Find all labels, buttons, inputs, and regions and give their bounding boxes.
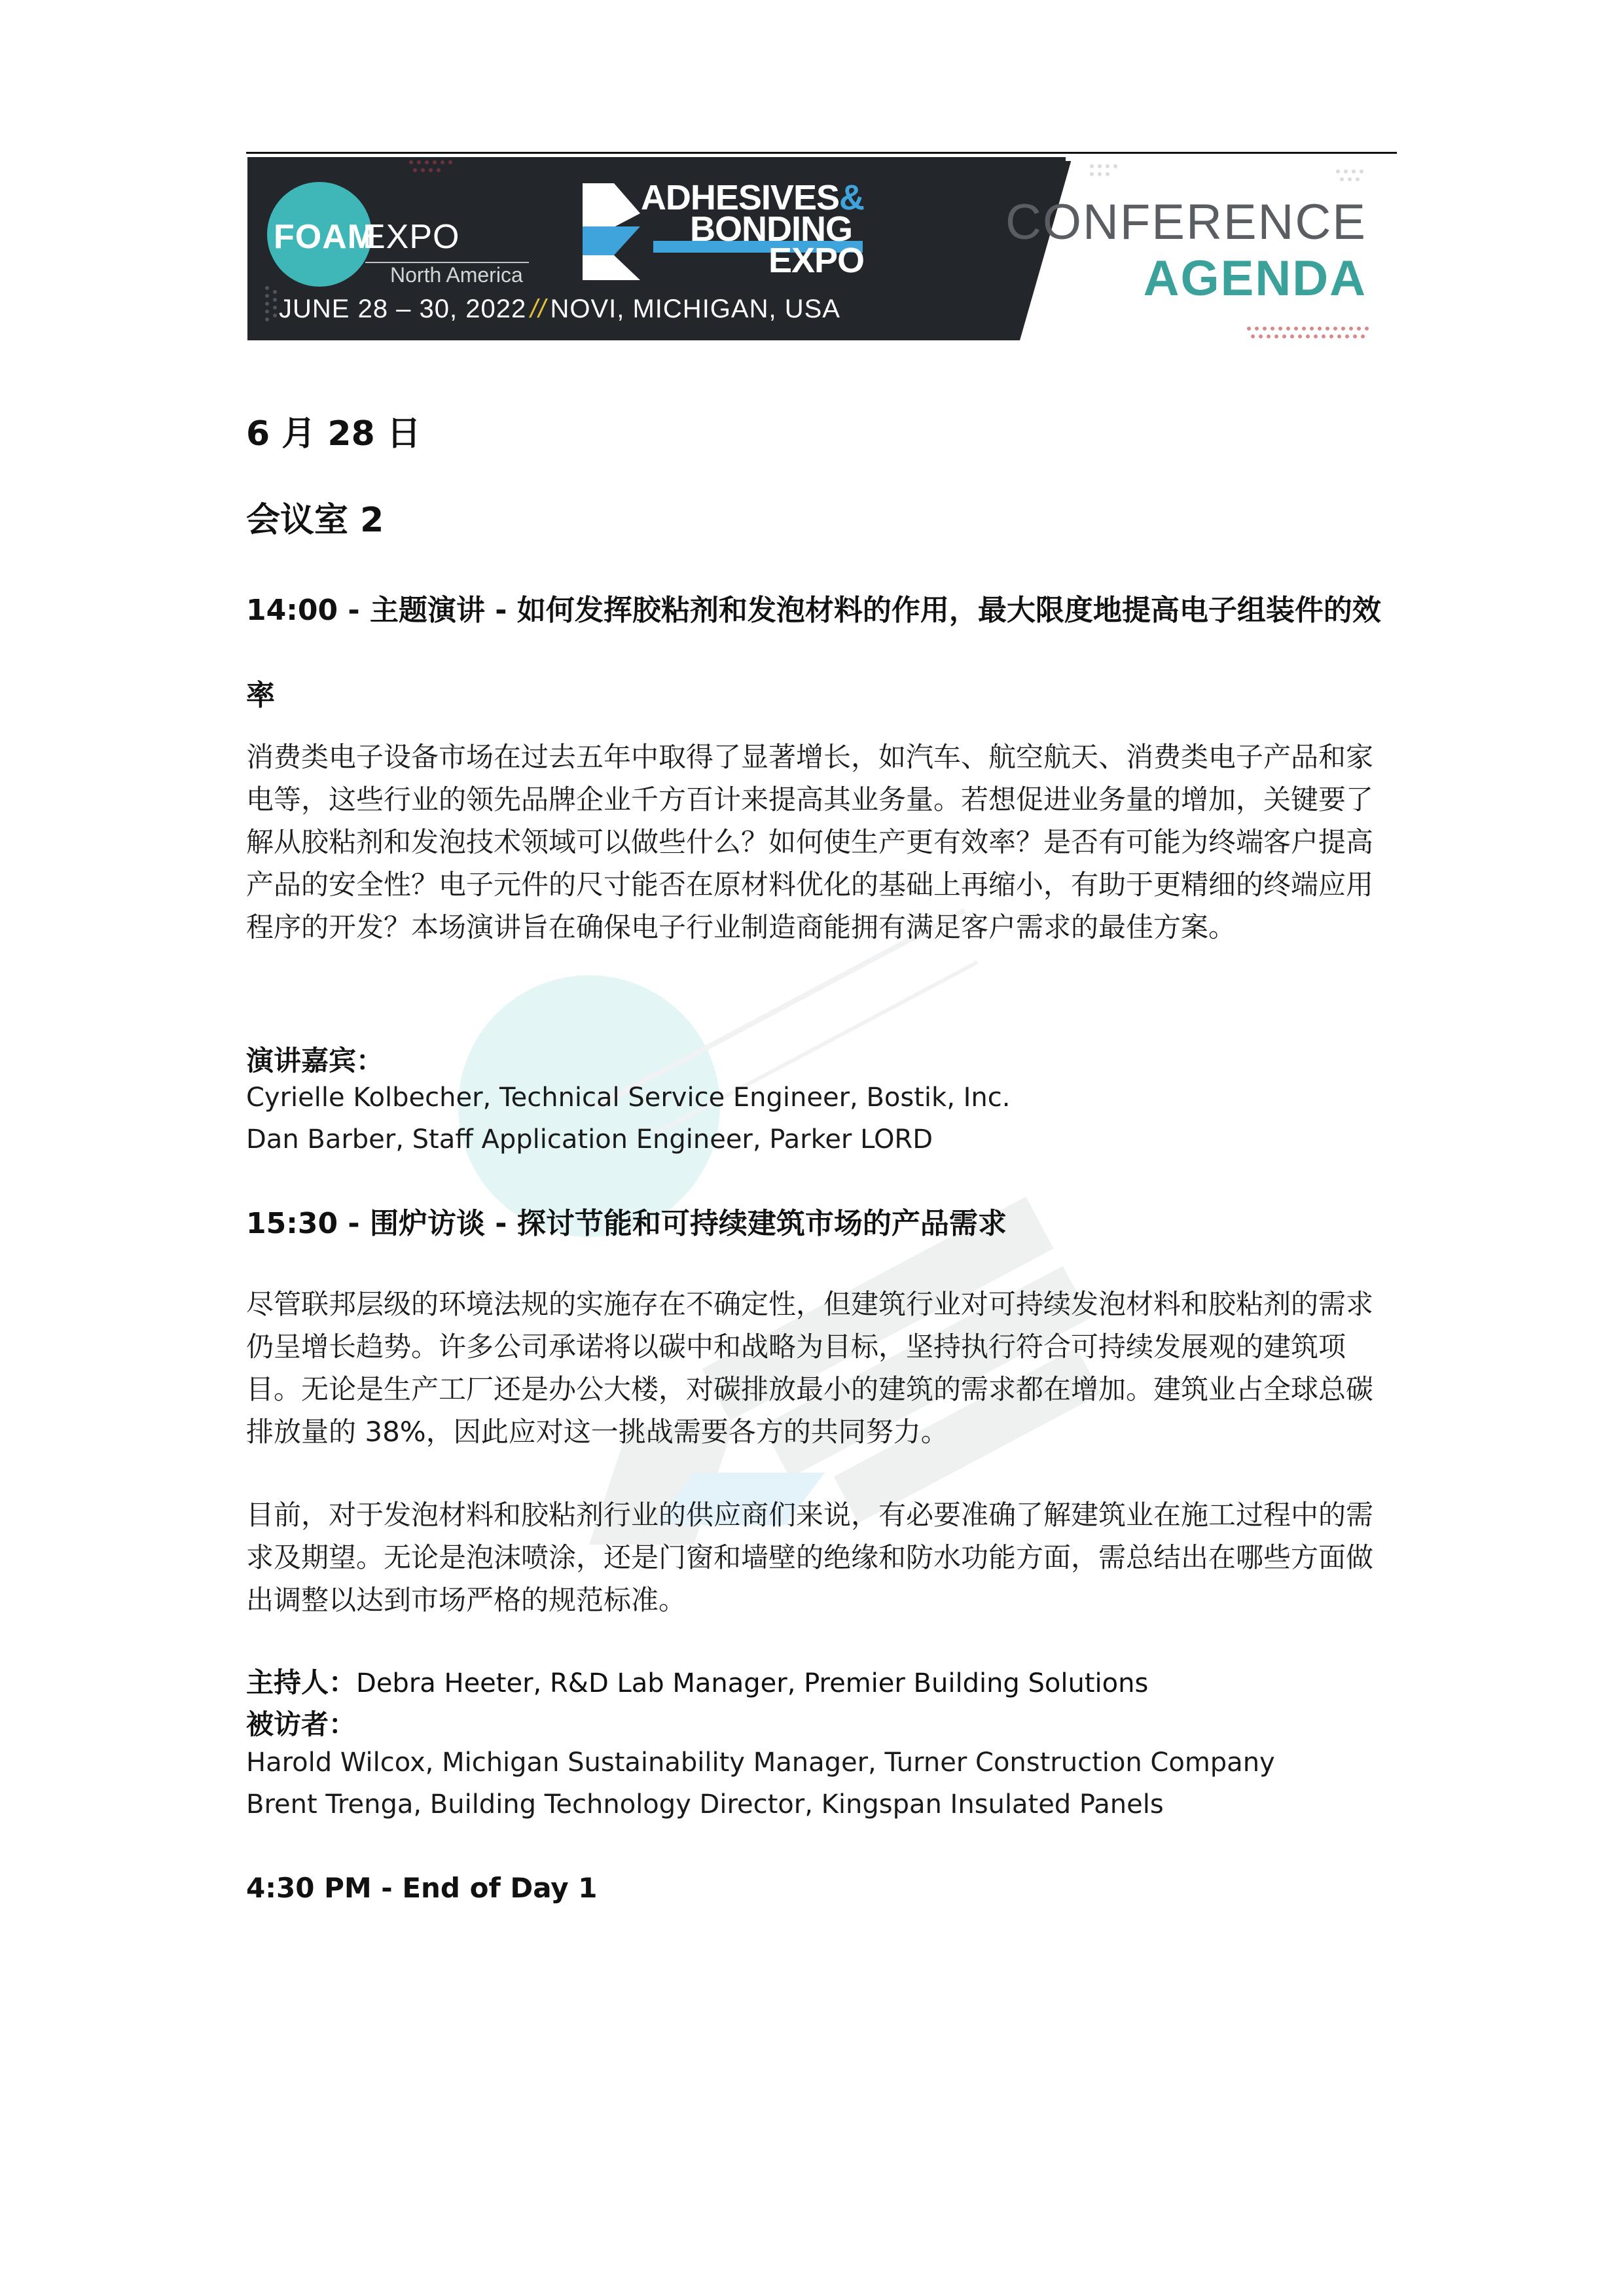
session1-body: 消费类电子设备市场在过去五年中取得了显著增长，如汽车、航空航天、消费类电子产品和家电等，这些行业的领先品牌企业千方百计来提高其业务量。若想促进业务量的增加，关键要了解从胶粘剂和发泡技术领域可以做些什么？如何使生产更有效率？是否有可能为终端客户提高产品的安全性？电子元件的尺寸能否在原材料优化的基础上再缩小，有助于更精细的终端应用程序的开发？本场演讲旨在确保电子行业制造商能拥有满足客户需求的最佳方案。: [246, 741, 1374, 943]
host-label: 主持人：: [246, 1666, 357, 1698]
ab-line1: ADHESIVES: [640, 178, 839, 217]
foam-expo-logo: [267, 171, 542, 287]
session2-body-2: 目前，对于发泡材料和胶粘剂行业的供应商们来说，有必要准确了解建筑业在施工过程中的需求及期望。无论是泡沫喷涂，还是门窗和墙壁的绝缘和防水功能方面，需总结出在哪些方面做出调整以达到市场严格的规范标准。: [246, 1499, 1374, 1616]
host-line: [246, 1661, 1148, 1700]
ab-ampersand: &: [839, 178, 864, 217]
agenda-word: AGENDA: [1143, 251, 1367, 306]
event-dates: JUNE 28 – 30, 2022: [279, 295, 527, 323]
conference-banner: [247, 157, 1396, 340]
session2-title: 15:30 - 围炉访谈 - 探讨节能和可持续建筑市场的产品需求: [246, 1207, 1007, 1240]
speakers-label: 演讲嘉宾：: [246, 1045, 384, 1077]
agenda-date: 6 月 28 日: [246, 414, 421, 454]
session1-title: 14:00 - 主题演讲 - 如何发挥胶粘剂和发泡材料的作用，最大限度地提高电子组装件的效率: [246, 594, 1381, 712]
speaker-2: Dan Barber, Staff Application Engineer, Parker LORD: [246, 1124, 933, 1155]
event-date-location: [279, 295, 840, 324]
ab-line3: EXPO: [768, 241, 864, 280]
conference-word: CONFERENCE: [1005, 194, 1367, 250]
top-rule: [246, 152, 1397, 154]
foam-word: FOAM: [274, 218, 377, 256]
agenda-room: 会议室 2: [246, 501, 384, 540]
date-slashes: //: [530, 295, 547, 323]
interviewee-1: Harold Wilcox, Michigan Sustainability Manager, Turner Construction Company: [246, 1748, 1275, 1778]
event-location: NOVI, MICHIGAN, USA: [550, 295, 840, 323]
interviewee-2: Brent Trenga, Building Technology Director, Kingspan Insulated Panels: [246, 1789, 1164, 1820]
host-name: Debra Heeter, R&D Lab Manager, Premier Building Solutions: [356, 1668, 1149, 1698]
session2-body-1: 尽管联邦层级的环境法规的实施存在不确定性，但建筑行业对可持续发泡材料和胶粘剂的需求仍呈增长趋势。许多公司承诺将以碳中和战略为目标，坚持执行符合可持续发展观的建筑项目。无论是生产工厂还是办公大楼，对碳排放最小的建筑的需求都在增加。建筑业占全球总碳排放量的 38%，因此应对这一挑战需要各方的共同努力。: [246, 1288, 1374, 1448]
speaker-1: Cyrielle Kolbecher, Technical Service Engineer, Bostik, Inc.: [246, 1083, 1011, 1113]
interviewees-label: 被访者：: [246, 1708, 357, 1740]
adhesives-bonding-logo: [583, 178, 864, 280]
end-of-day: 4:30 PM - End of Day 1: [246, 1872, 598, 1904]
ab-line2: BONDING: [690, 209, 852, 249]
foam-expo-word: EXPO: [363, 218, 460, 256]
north-america-word: North America: [390, 263, 523, 287]
